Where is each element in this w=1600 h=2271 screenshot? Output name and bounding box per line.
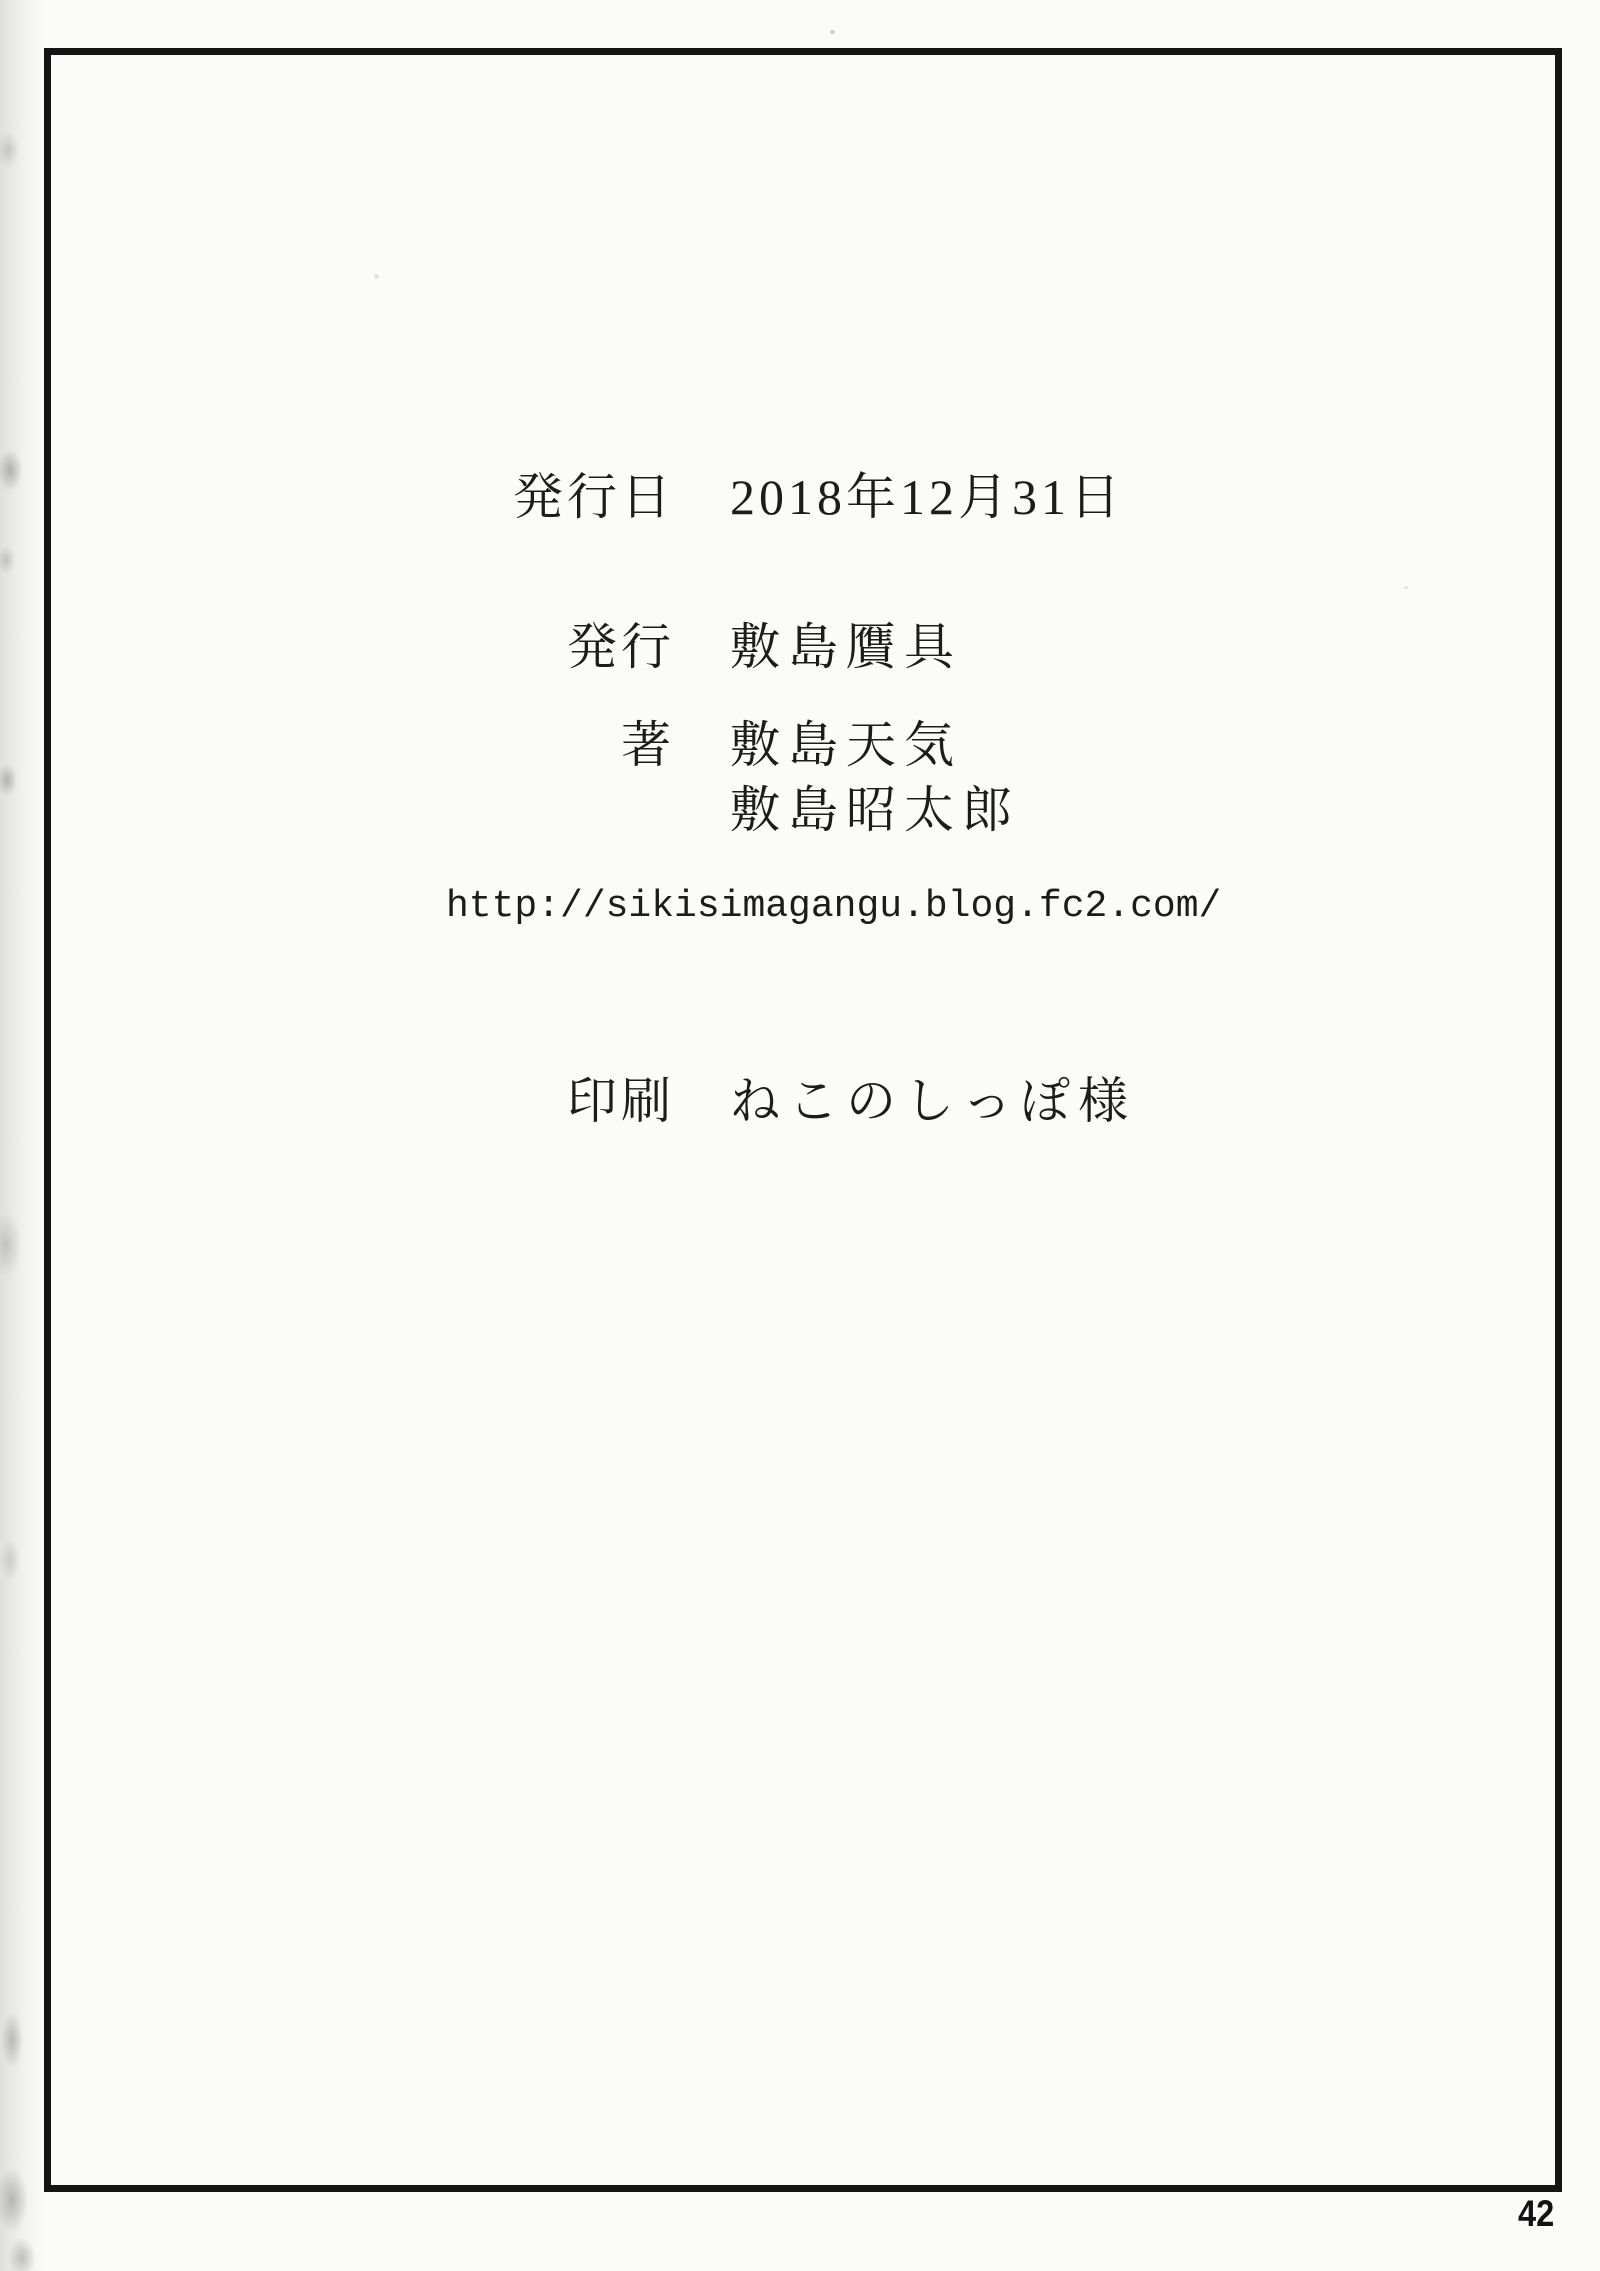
author-name-2: 敷島昭太郎 bbox=[730, 782, 1020, 838]
publisher-label: 発行 bbox=[567, 619, 675, 675]
printer-label: 印刷 bbox=[567, 1073, 675, 1129]
author-name-1: 敷島天気 bbox=[730, 717, 962, 773]
printer-value: ねこのしっぽ様 bbox=[730, 1073, 1136, 1129]
page-number: 42 bbox=[1518, 2193, 1555, 2234]
publication-date-label: 発行日 bbox=[513, 469, 675, 525]
scan-edge-texture bbox=[0, 0, 48, 2271]
scan-speck bbox=[830, 30, 835, 34]
website-url: http://sikisimagangu.blog.fc2.com/ bbox=[446, 885, 1222, 928]
author-label: 著 bbox=[621, 717, 675, 773]
publisher-value: 敷島贋具 bbox=[730, 619, 962, 675]
publication-date-value: 2018年12月31日 bbox=[730, 469, 1124, 525]
